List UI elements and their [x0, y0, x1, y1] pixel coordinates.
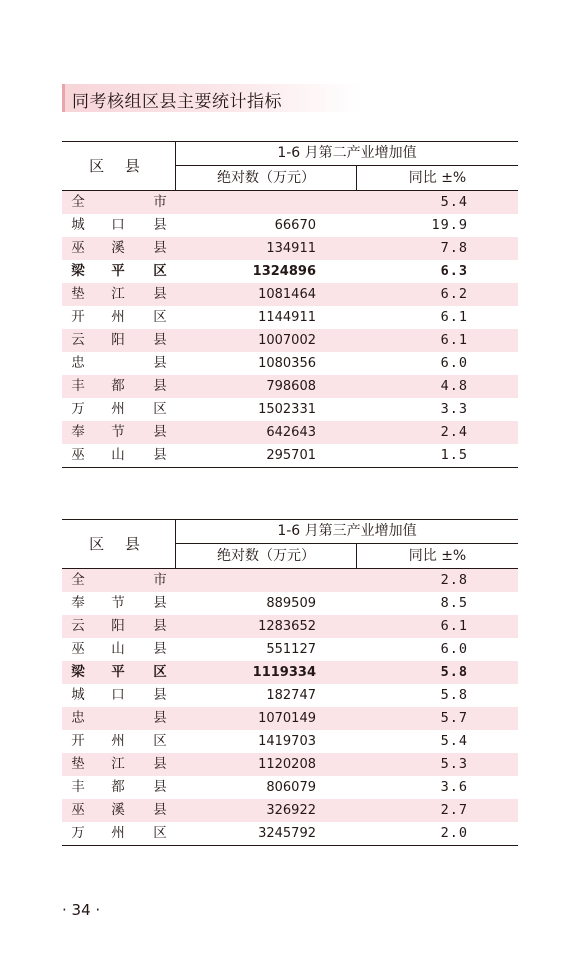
region-name-char: 忠 [71, 710, 85, 726]
region-name-char: 万 [71, 401, 85, 417]
region-name-char: 县 [153, 217, 167, 233]
region-name [62, 214, 176, 237]
table-body [62, 191, 518, 467]
secondary-industry-table [62, 141, 518, 468]
absolute-value-cell: 1070149 [258, 711, 316, 726]
region-name-char: 区 [153, 263, 167, 279]
absolute-value-cell: 326922 [266, 803, 316, 818]
table-row [62, 283, 518, 306]
absolute-value-cell: 1502331 [258, 402, 316, 417]
table-row [62, 822, 518, 845]
absolute-value-cell: 1144911 [258, 310, 316, 325]
region-name [62, 306, 176, 329]
region-name-char: 奉 [71, 595, 85, 611]
absolute-value-cell: 1081464 [258, 287, 316, 302]
region-name-char: 县 [153, 240, 167, 256]
region-name-char: 巫 [71, 641, 85, 657]
absolute-value-cell: 1119334 [252, 665, 316, 680]
table-row [62, 661, 518, 684]
region-name-char: 县 [153, 618, 167, 634]
region-name [62, 730, 176, 753]
absolute-value-cell: 1324896 [252, 264, 316, 279]
region-name [62, 753, 176, 776]
page-number: · 34 · [62, 901, 101, 919]
table-row [62, 398, 518, 421]
region-name-char: 县 [153, 286, 167, 302]
region-name-char: 开 [71, 733, 85, 749]
yoy-cell: 8.5 [440, 595, 468, 611]
region-name-char: 州 [111, 309, 125, 325]
section-title-text: 同考核组区县主要统计指标 [72, 92, 282, 112]
region-name-char: 区 [153, 733, 167, 749]
absolute-value-cell: 1007002 [258, 333, 316, 348]
absolute-value-cell: 66670 [274, 218, 316, 233]
region-name [62, 661, 176, 684]
region-name-char: 丰 [71, 378, 85, 394]
region-name-char: 全 [71, 572, 85, 588]
region-name-char: 巫 [71, 802, 85, 818]
table-header [62, 142, 518, 191]
region-name-char: 口 [111, 217, 125, 233]
yoy-cell: 5.4 [440, 194, 468, 210]
yoy-cell: 2.8 [440, 572, 468, 588]
region-name-char: 垫 [71, 286, 85, 302]
region-name-char: 区 [153, 309, 167, 325]
table-row [62, 375, 518, 398]
region-name-char: 都 [111, 779, 125, 795]
region-name-char: 县 [153, 687, 167, 703]
absolute-value-cell: 1080356 [258, 356, 316, 371]
table-row [62, 753, 518, 776]
absolute-value-cell: 182747 [266, 688, 316, 703]
region-name [62, 684, 176, 707]
region-name-char: 云 [71, 332, 85, 348]
yoy-cell: 2.7 [440, 802, 468, 818]
yoy-cell: 5.3 [440, 756, 468, 772]
region-name-char: 州 [111, 825, 125, 841]
region-name-char: 县 [153, 595, 167, 611]
region-name-char: 溪 [111, 802, 125, 818]
region-name-char: 州 [111, 401, 125, 417]
table-row [62, 237, 518, 260]
yoy-cell: 6.0 [440, 641, 468, 657]
region-name-char: 梁 [71, 664, 85, 680]
absolute-value-cell: 889509 [266, 596, 316, 611]
yoy-cell: 1.5 [440, 447, 468, 463]
absolute-value-cell: 798608 [266, 379, 316, 394]
region-name [62, 329, 176, 352]
absolute-value-cell: 642643 [266, 425, 316, 440]
yoy-cell: 7.8 [440, 240, 468, 256]
region-name [62, 398, 176, 421]
table-row [62, 352, 518, 375]
region-name-char: 节 [111, 424, 125, 440]
region-name [62, 776, 176, 799]
region-name [62, 707, 176, 730]
region-name [62, 822, 176, 845]
absolute-value-cell: 134911 [266, 241, 316, 256]
table-body [62, 569, 518, 845]
region-name-char: 区 [153, 401, 167, 417]
region-name [62, 615, 176, 638]
yoy-cell: 6.0 [440, 355, 468, 371]
absolute-value-cell: 3245792 [258, 826, 316, 841]
absolute-value-header: 绝对数（万元） [176, 544, 357, 568]
region-name-char: 忠 [71, 355, 85, 371]
region-name-char: 市 [153, 194, 167, 210]
region-name [62, 260, 176, 283]
region-name-char: 溪 [111, 240, 125, 256]
absolute-value-cell: 1120208 [258, 757, 316, 772]
yoy-cell: 3.3 [440, 401, 468, 417]
region-header: 区 县 [62, 520, 176, 568]
region-name-char: 巫 [71, 240, 85, 256]
region-name-char: 州 [111, 733, 125, 749]
yoy-header: 同比 ±% [408, 170, 467, 186]
region-name-char: 江 [111, 756, 125, 772]
yoy-cell: 2.4 [440, 424, 468, 440]
region-name-char: 县 [153, 641, 167, 657]
group-header: 1-6 月第二产业增加值 [176, 142, 518, 166]
region-name-char: 城 [71, 217, 85, 233]
region-name-char: 开 [71, 309, 85, 325]
region-name-char: 县 [153, 802, 167, 818]
table-header [62, 520, 518, 569]
absolute-value-cell: 1419703 [258, 734, 316, 749]
table-row [62, 191, 518, 214]
table-row [62, 615, 518, 638]
region-name-char: 城 [71, 687, 85, 703]
table-row [62, 776, 518, 799]
region-name-char: 阳 [111, 332, 125, 348]
region-name-char: 阳 [111, 618, 125, 634]
table-row [62, 707, 518, 730]
yoy-cell: 5.4 [440, 733, 468, 749]
region-name [62, 592, 176, 615]
yoy-cell: 19.9 [431, 217, 468, 233]
absolute-value-cell: 295701 [266, 448, 316, 463]
absolute-value-cell: 551127 [266, 642, 316, 657]
region-name [62, 352, 176, 375]
yoy-cell: 6.2 [440, 286, 468, 302]
region-name-char: 县 [153, 424, 167, 440]
yoy-cell: 5.8 [440, 687, 468, 703]
table-row [62, 260, 518, 283]
region-name-char: 山 [111, 447, 125, 463]
region-name [62, 444, 176, 467]
table-row [62, 306, 518, 329]
region-name-char: 县 [153, 447, 167, 463]
table-row [62, 684, 518, 707]
yoy-cell: 3.6 [440, 779, 468, 795]
tertiary-industry-table [62, 519, 518, 846]
yoy-cell: 5.7 [440, 710, 468, 726]
region-name-char: 梁 [71, 263, 85, 279]
yoy-cell: 6.1 [440, 309, 468, 325]
region-name [62, 421, 176, 444]
region-name-char: 县 [153, 779, 167, 795]
region-name-char: 节 [111, 595, 125, 611]
region-name-char: 县 [153, 710, 167, 726]
yoy-cell: 6.1 [440, 618, 468, 634]
region-name-char: 全 [71, 194, 85, 210]
region-name-char: 山 [111, 641, 125, 657]
region-name-char: 都 [111, 378, 125, 394]
region-name-char: 江 [111, 286, 125, 302]
absolute-value-header: 绝对数（万元） [176, 166, 357, 190]
region-name-char: 县 [153, 355, 167, 371]
region-name [62, 569, 176, 592]
region-name-char: 平 [111, 664, 125, 680]
region-name [62, 237, 176, 260]
region-name-char: 县 [153, 332, 167, 348]
region-name-char: 县 [153, 378, 167, 394]
absolute-value-cell: 1283652 [258, 619, 316, 634]
table-row [62, 444, 518, 467]
yoy-cell: 6.3 [440, 263, 468, 279]
section-title [62, 84, 362, 112]
region-name [62, 799, 176, 822]
table-row [62, 730, 518, 753]
region-name-char: 奉 [71, 424, 85, 440]
table-row [62, 329, 518, 352]
table-row [62, 214, 518, 237]
region-name [62, 638, 176, 661]
region-name-char: 市 [153, 572, 167, 588]
region-header: 区 县 [62, 142, 176, 190]
region-name-char: 垫 [71, 756, 85, 772]
table-row [62, 569, 518, 592]
region-name-char: 云 [71, 618, 85, 634]
region-name [62, 375, 176, 398]
region-name-char: 万 [71, 825, 85, 841]
region-name-char: 区 [153, 825, 167, 841]
yoy-cell: 5.8 [440, 664, 468, 680]
table-row [62, 799, 518, 822]
yoy-header: 同比 ±% [408, 548, 467, 564]
table-row [62, 638, 518, 661]
region-name-char: 区 [153, 664, 167, 680]
region-name-char: 平 [111, 263, 125, 279]
absolute-value-cell: 806079 [266, 780, 316, 795]
group-header: 1-6 月第三产业增加值 [176, 520, 518, 544]
region-name-char: 巫 [71, 447, 85, 463]
region-name [62, 283, 176, 306]
yoy-cell: 6.1 [440, 332, 468, 348]
table-row [62, 421, 518, 444]
region-name-char: 口 [111, 687, 125, 703]
region-name-char: 县 [153, 756, 167, 772]
table-row [62, 592, 518, 615]
region-name [62, 191, 176, 214]
yoy-cell: 2.0 [440, 825, 468, 841]
region-name-char: 丰 [71, 779, 85, 795]
yoy-cell: 4.8 [440, 378, 468, 394]
